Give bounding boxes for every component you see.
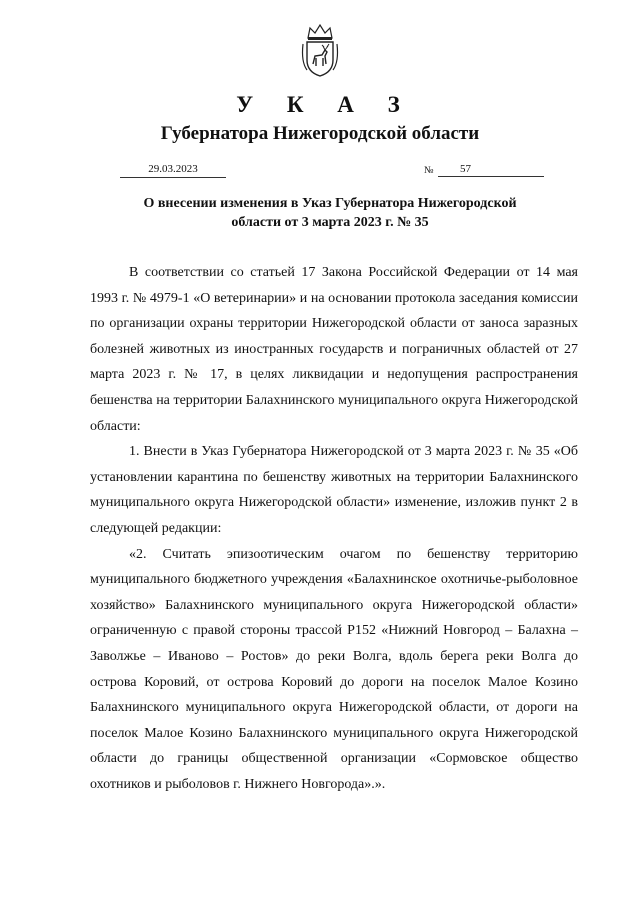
clause-2-paragraph: «2. Считать эпизоотическим очагом по бешенству территорию муниципального бюджетного учреждения «Балахнинское охотничье-рыболовное хозяйство» Балахнинского муниципального округа Нижегородской области» ограниченную с правой стороны трассой Р152 «Нижний Новгород – Балахна – Заволжье – Иваново – Ростов» до реки Волга, вдоль берега реки Волга до острова Коровий, от острова Коровий до дороги на поселок Малое Козино Балахнинского муниципального округа Нижегородской области, от дороги на поселок Малое Козино Балахнинского муниципального округа Нижегородской области до границы общественной организации «Сормовское общество охотников и рыболовов г. Нижнего Новгорода».». <box>90 546 578 792</box>
document-date: 29.03.2023 <box>120 163 226 178</box>
preamble-paragraph: В соответствии со статьей 17 Закона Российской Федерации от 14 мая 1993 г. № 4979-1 «О ветеринарии» и на основании протокола заседания комиссии по организации охраны территории Нижегородской области от заноса заразных болезней животных из иностранных государств и пограничных областей от 27 марта 2023 г. № 17, в целях ликвидации и недопущения распространения бешенства на территории Балахнинского муниципального округа Нижегородской области: <box>90 265 578 434</box>
document-body <box>90 260 578 797</box>
document-subject: О внесении изменения в Указ Губернатора Нижегородской области от 3 марта 2023 г. № 35 <box>143 196 517 230</box>
coat-of-arms-icon <box>298 22 342 78</box>
clause-1-paragraph: 1. Внести в Указ Губернатора Нижегородской от 3 марта 2023 г. № 35 «Об установлении карантина по бешенству животных на территории Балахнинского муниципального округа Нижегородской области» изменение, изложив пункт 2 в следующей редакции: <box>90 444 578 536</box>
document-title: У К А З <box>236 92 414 117</box>
number-sign: № <box>424 165 434 176</box>
document-number: 57 <box>438 163 544 177</box>
document-issuer: Губернатора Нижегородской области <box>160 123 480 144</box>
